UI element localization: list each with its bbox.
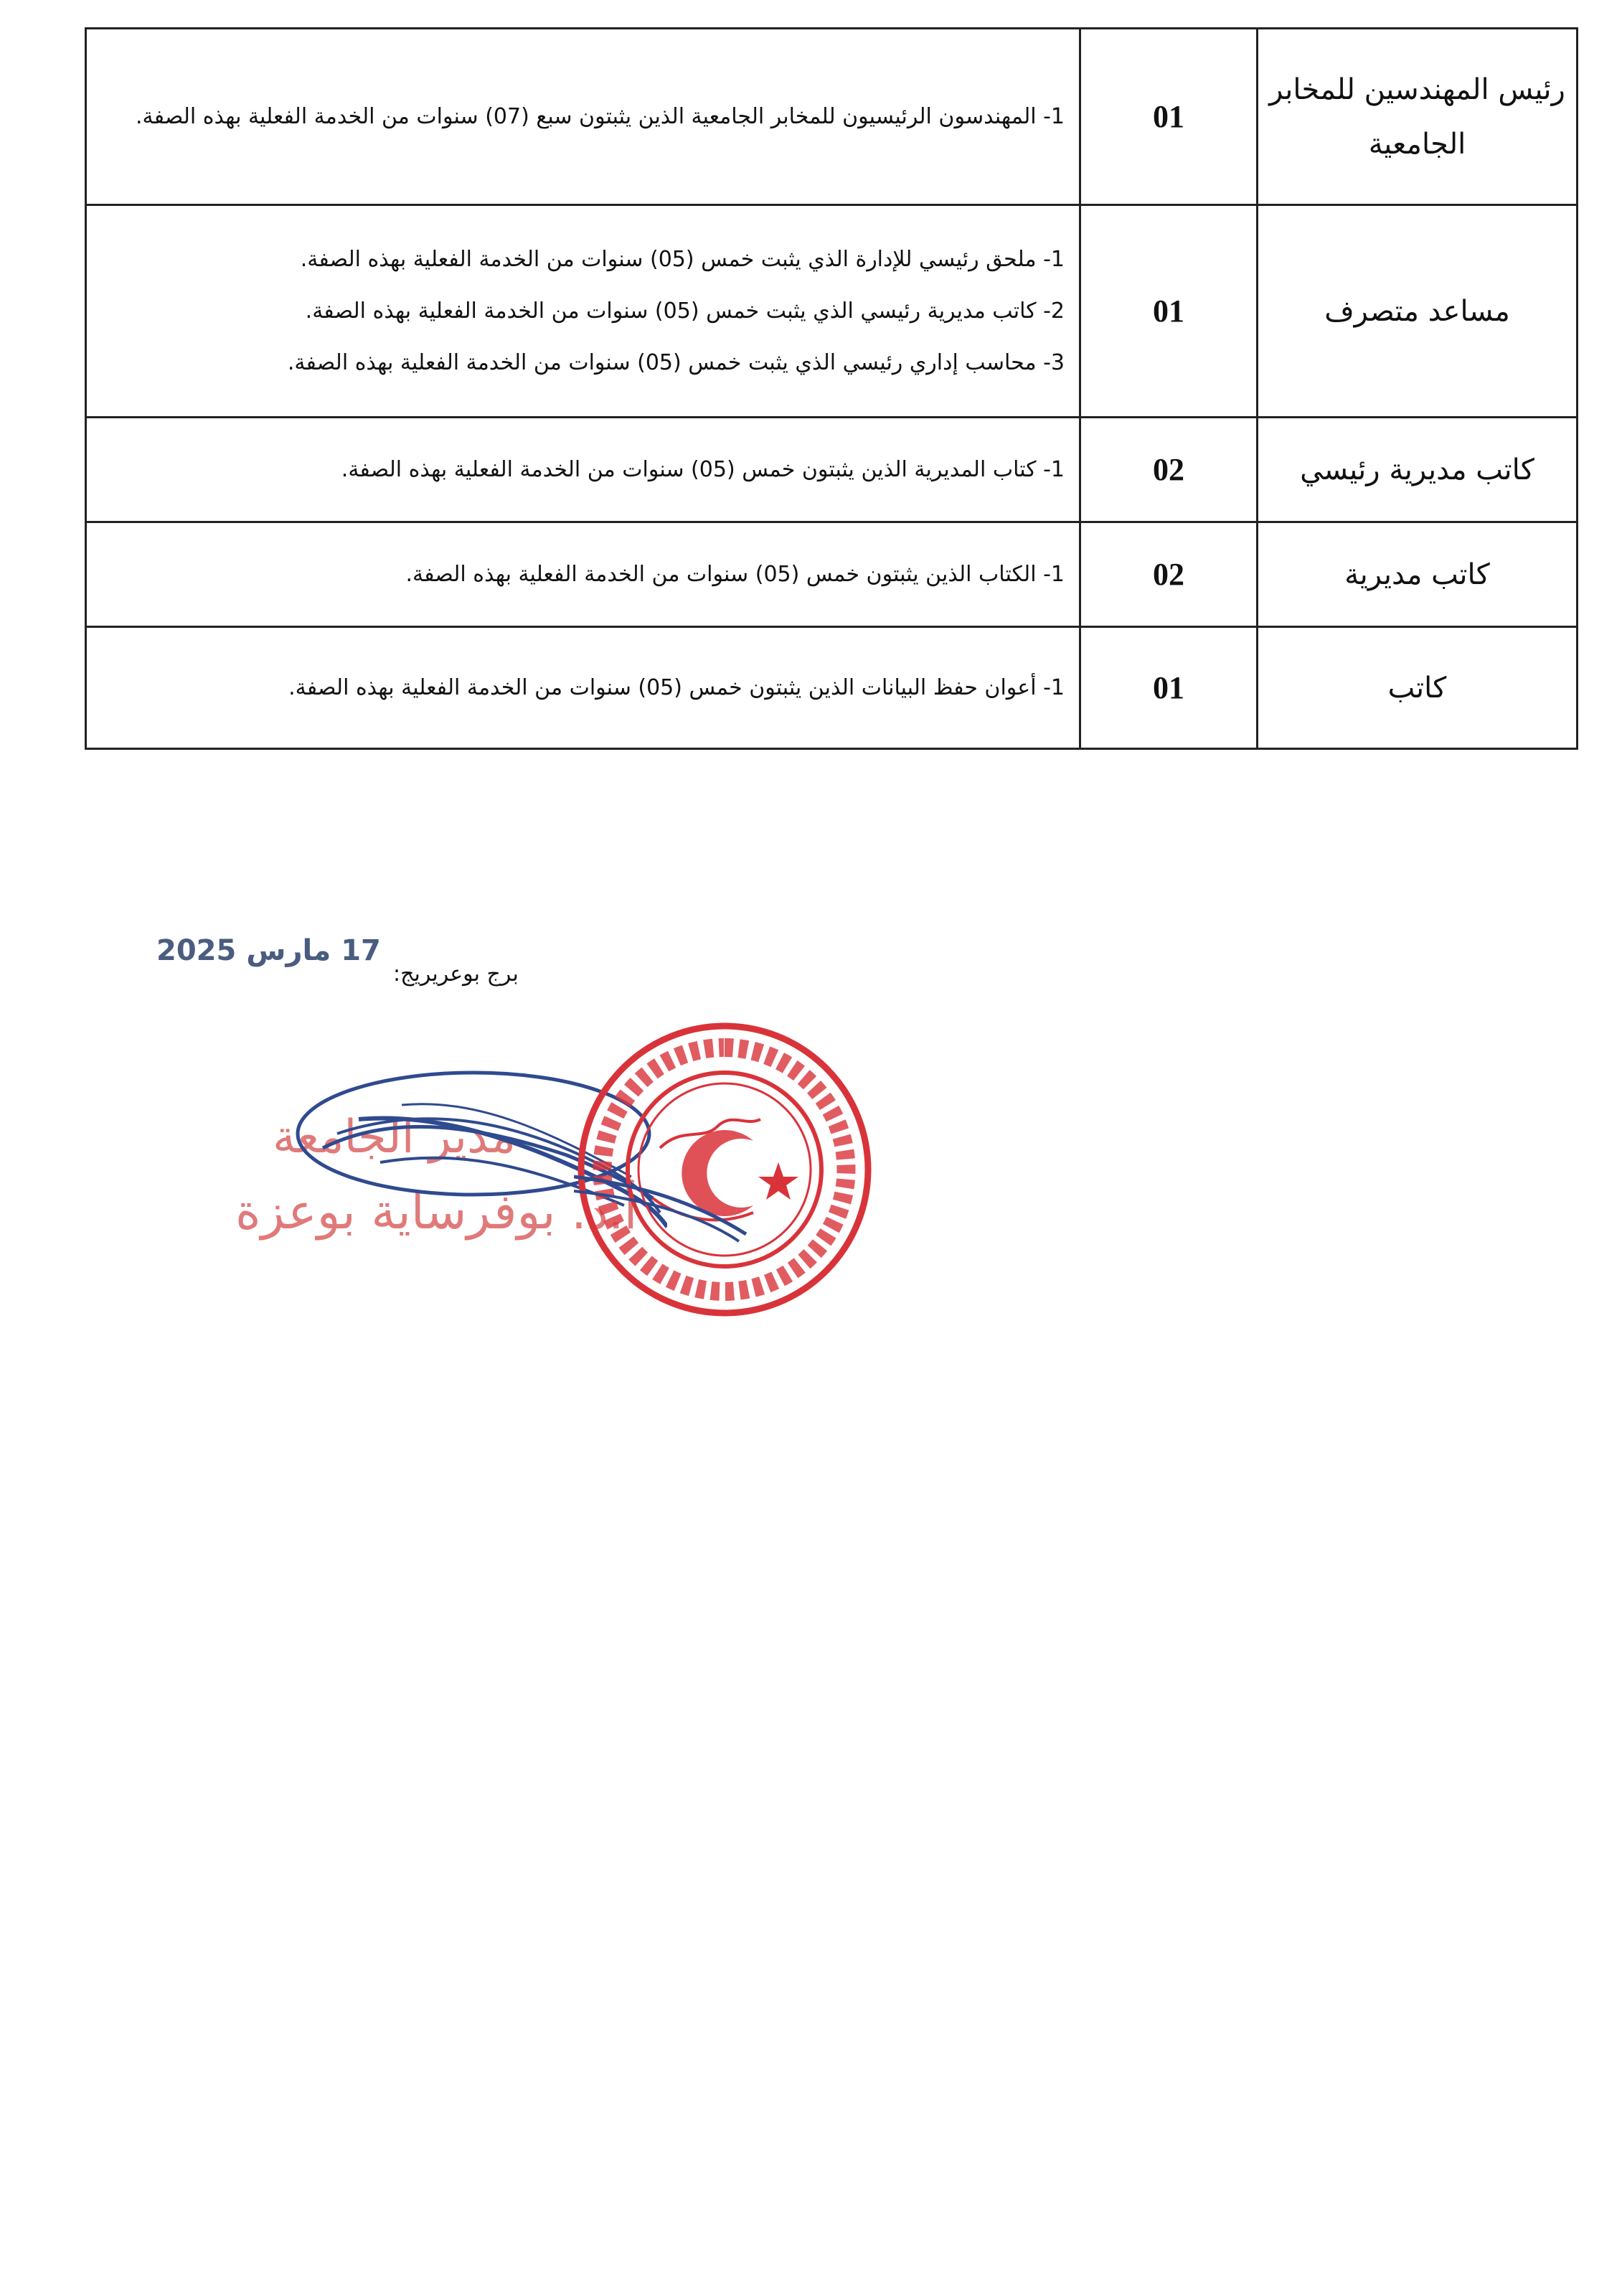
condition-line: 2- كاتب مديرية رئيسي الذي يثبت خمس (05) سنوات من الخدمة الفعلية بهذه الصفة. <box>305 298 1065 324</box>
table-row <box>86 522 1578 627</box>
signature-block <box>215 1019 933 1392</box>
promotion-table <box>85 27 1578 750</box>
condition-line: 1- ملحق رئيسي للإدارة الذي يثبت خمس (05) سنوات من الخدمة الفعلية بهذه الصفة. <box>300 246 1065 272</box>
position-title: كاتب <box>1258 627 1578 749</box>
position-title: رئيس المهندسين للمخابر الجامعية <box>1258 29 1578 205</box>
table-row <box>86 29 1578 205</box>
signatory-name: أ.د. بوفرساية بوعزة <box>235 1184 638 1241</box>
table-row <box>86 627 1578 749</box>
condition-line: 1- الكتاب الذين يثبتون خمس (05) سنوات من الخدمة الفعلية بهذه الصفة. <box>405 561 1065 587</box>
position-count: 01 <box>1080 627 1258 749</box>
position-count: 01 <box>1080 205 1258 418</box>
eligibility-conditions <box>86 418 1080 522</box>
eligibility-conditions <box>86 627 1080 749</box>
condition-line: 1- كتاب المديرية الذين يثبتون خمس (05) سنوات من الخدمة الفعلية بهذه الصفة. <box>341 456 1065 482</box>
eligibility-conditions <box>86 205 1080 418</box>
position-title: كاتب مديرية <box>1258 522 1578 627</box>
position-count: 01 <box>1080 29 1258 205</box>
condition-line: 1- أعوان حفظ البيانات الذين يثبتون خمس (05) سنوات من الخدمة الفعلية بهذه الصفة. <box>288 674 1065 700</box>
condition-line: 1- المهندسون الرئيسيون للمخابر الجامعية الذين يثبتون سبع (07) سنوات من الخدمة الفعلية بهذه الصفة. <box>135 103 1065 129</box>
position-count: 02 <box>1080 522 1258 627</box>
condition-line: 3- محاسب إداري رئيسي الذي يثبت خمس (05) سنوات من الخدمة الفعلية بهذه الصفة. <box>287 349 1065 375</box>
place-label: برج بوعريريج: <box>393 961 519 987</box>
position-title: كاتب مديرية رئيسي <box>1258 418 1578 522</box>
position-title: مساعد متصرف <box>1258 205 1578 418</box>
eligibility-conditions <box>86 29 1080 205</box>
position-count: 02 <box>1080 418 1258 522</box>
eligibility-conditions <box>86 522 1080 627</box>
table-row <box>86 418 1578 522</box>
signatory-title: مدير الجامعة <box>273 1111 516 1164</box>
official-seal <box>574 1019 875 1320</box>
table-row <box>86 205 1578 418</box>
date-stamp: 17 مارس 2025 <box>156 934 381 967</box>
